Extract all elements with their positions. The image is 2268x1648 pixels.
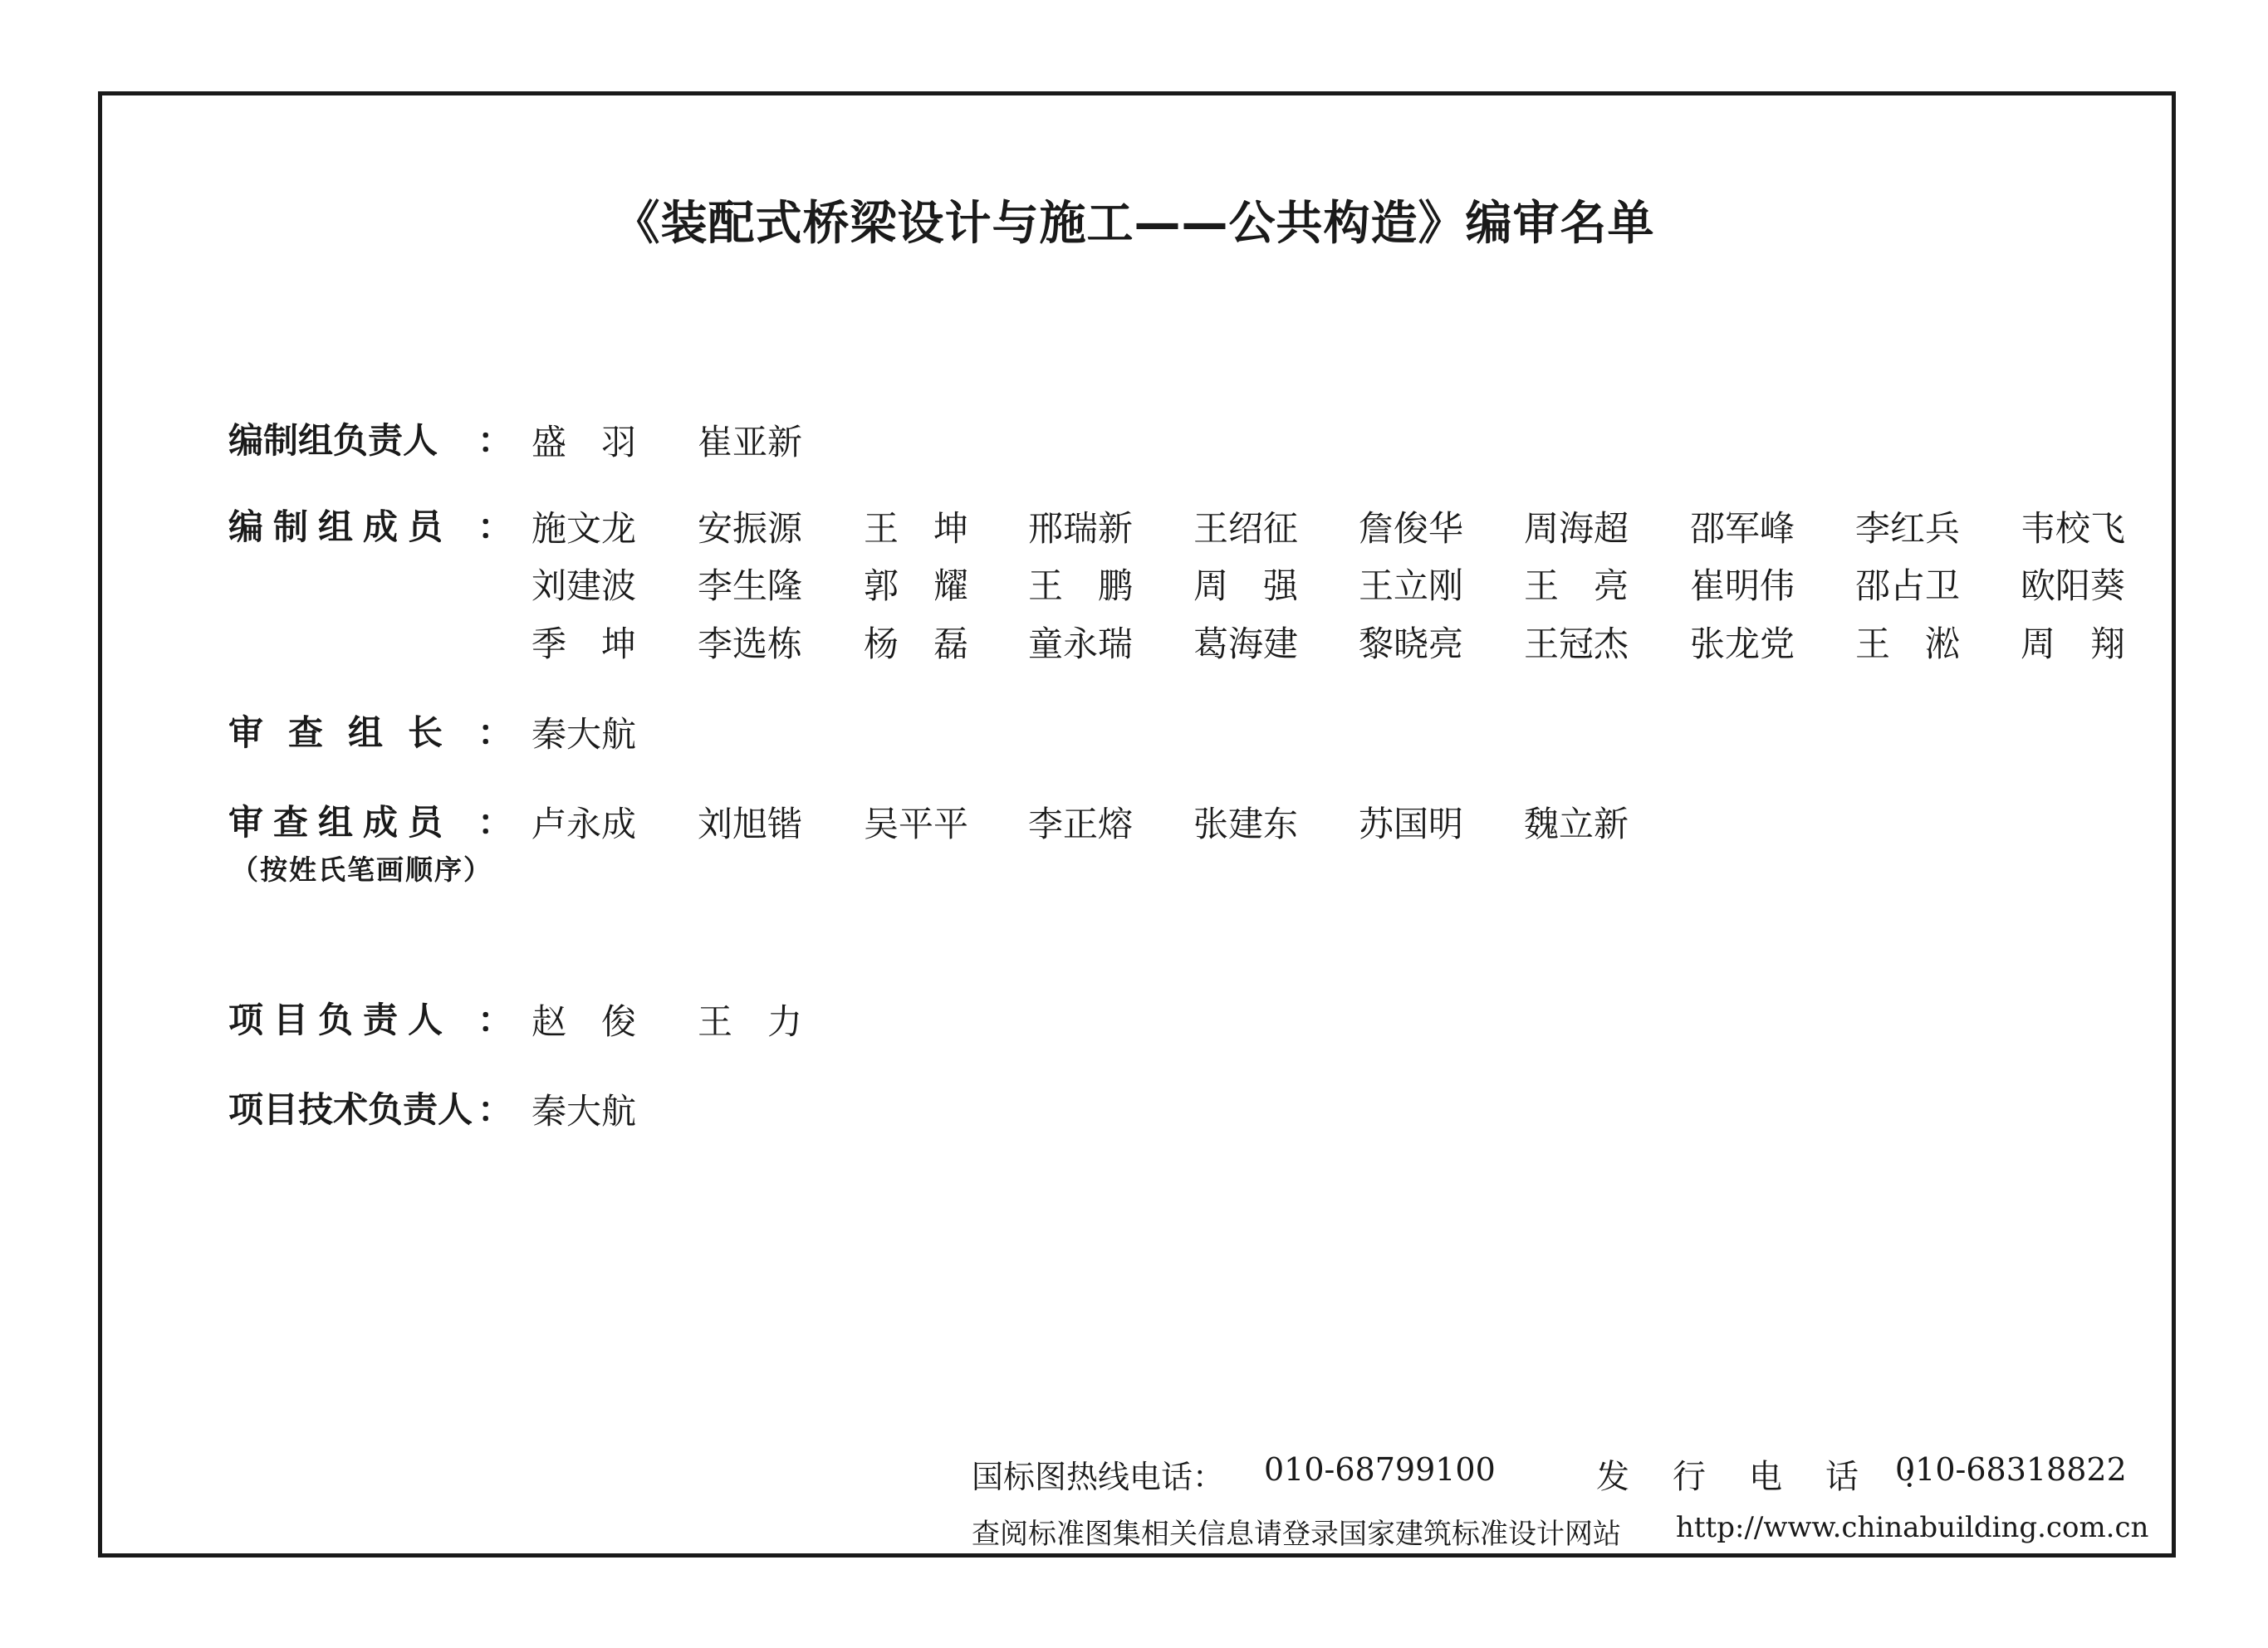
review-head-label: 审查组长 — [228, 712, 468, 753]
members-label: 编制组成员 — [228, 506, 453, 547]
reviewer-name: 魏立新 — [1524, 804, 1629, 844]
review-members-colon: ： — [478, 802, 513, 843]
member-name: 郭 耀 — [864, 565, 969, 606]
leader-name: 崔亚新 — [698, 422, 803, 462]
member-name: 周 强 — [1193, 565, 1299, 606]
project-leaders-colon: ： — [478, 1000, 513, 1040]
tech-leader-name: 秦大航 — [531, 1091, 637, 1132]
leaders-label: 编制组负责人 — [228, 420, 438, 461]
member-name: 黎晓亮 — [1359, 624, 1464, 664]
reviewer-name: 李正熔 — [1028, 804, 1134, 844]
leader-name: 盛 羽 — [531, 422, 637, 462]
reviewer-name: 卢永成 — [531, 804, 637, 844]
tech-leader-colon: ： — [478, 1089, 513, 1130]
member-name: 安振源 — [698, 508, 803, 549]
project-leaders-label: 项目负责人 — [228, 1000, 453, 1040]
review-head-name: 秦大航 — [531, 714, 637, 755]
hotline-label: 国标图热线电话： — [972, 1459, 1225, 1495]
member-name: 刘建波 — [531, 565, 637, 606]
reviewer-name: 张建东 — [1193, 804, 1299, 844]
issue-label: 发行电话： — [1596, 1458, 1978, 1496]
member-name: 李选栋 — [698, 624, 803, 664]
members-colon: ： — [478, 506, 513, 547]
member-name: 张龙党 — [1690, 624, 1795, 664]
reviewer-name: 吴平平 — [864, 804, 969, 844]
member-name: 王冠杰 — [1524, 624, 1629, 664]
project-leader-name: 赵 俊 — [531, 1001, 637, 1042]
member-name: 詹俊华 — [1359, 508, 1464, 549]
member-name: 崔明伟 — [1690, 565, 1795, 606]
member-name: 周 翔 — [2021, 624, 2126, 664]
member-name: 葛海建 — [1193, 624, 1299, 664]
review-members-label: 审查组成员 — [228, 802, 453, 843]
member-name: 周海超 — [1524, 508, 1629, 549]
member-name: 王 亮 — [1524, 565, 1629, 606]
member-name: 王绍征 — [1193, 508, 1299, 549]
member-name: 王 鹏 — [1028, 565, 1134, 606]
member-name: 季 坤 — [531, 624, 637, 664]
member-name: 邵军峰 — [1690, 508, 1795, 549]
tech-leader-label: 项目技术负责人 — [228, 1089, 473, 1130]
website-url-link[interactable]: http://www.chinabuilding.com.cn — [1676, 1511, 2149, 1544]
member-name: 李红兵 — [1855, 508, 1961, 549]
website-text: 查阅标准图集相关信息请登录国家建筑标准设计网站 — [972, 1518, 1621, 1551]
hotline-number: 010-68799100 — [1264, 1451, 1496, 1488]
member-name: 王 淞 — [1855, 624, 1961, 664]
member-name: 杨 磊 — [864, 624, 969, 664]
member-name: 童永瑞 — [1028, 624, 1134, 664]
member-name: 韦校飞 — [2021, 508, 2126, 549]
member-name: 欧阳葵 — [2021, 565, 2126, 606]
member-name: 施文龙 — [531, 508, 637, 549]
leaders-colon: ： — [478, 420, 513, 461]
member-name: 王 坤 — [864, 508, 969, 549]
member-name: 王立刚 — [1359, 565, 1464, 606]
issue-number: 010-68318822 — [1895, 1451, 2127, 1488]
review-head-colon: ： — [478, 712, 513, 753]
project-leader-name: 王 力 — [698, 1001, 803, 1042]
member-name: 李生隆 — [698, 565, 803, 606]
document-title: 《装配式桥梁设计与施工——公共构造》编审名单 — [613, 197, 1655, 251]
reviewer-name: 苏国明 — [1359, 804, 1464, 844]
member-name: 邢瑞新 — [1028, 508, 1134, 549]
reviewer-name: 刘旭锴 — [698, 804, 803, 844]
ordering-note: （按姓氏笔画顺序） — [231, 853, 492, 886]
member-name: 邵占卫 — [1855, 565, 1961, 606]
